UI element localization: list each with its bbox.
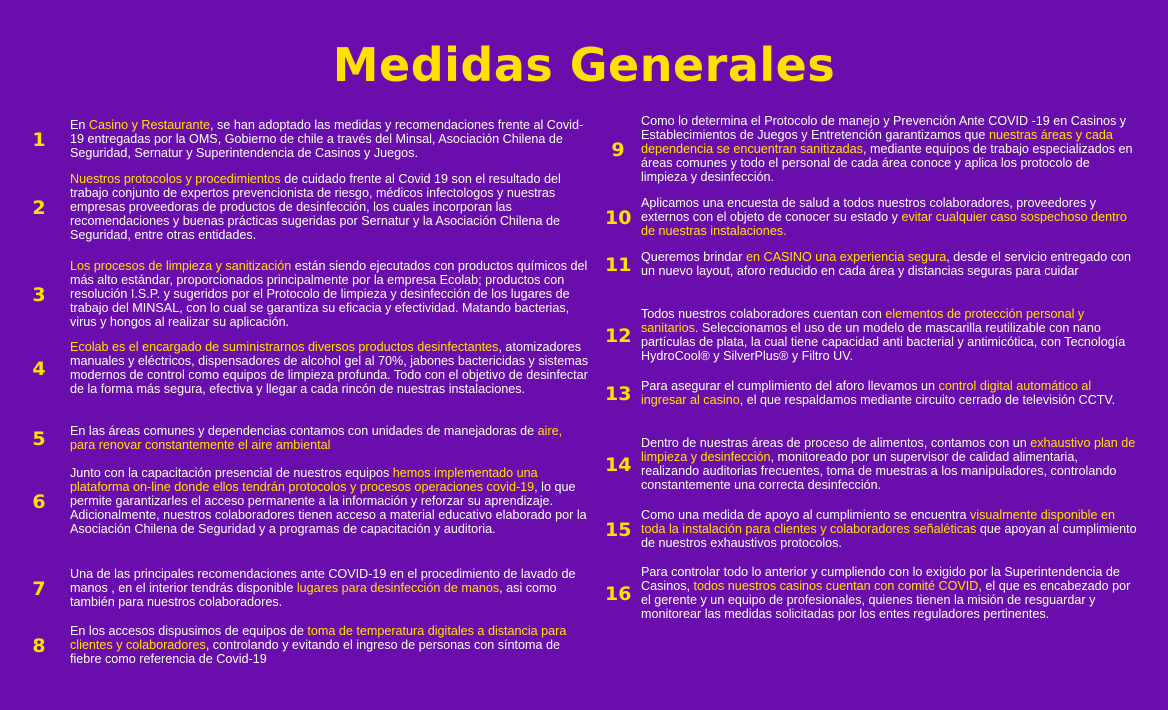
body-text: , monitoreado por un supervisor de calidad alimentaria, realizando auditorias frecuentes, toma de muestras a los manipuladores, controlando constantemente una correcta desinfección.	[641, 449, 1117, 492]
highlight-text: control digital automático al ingresar al casino	[641, 379, 1092, 407]
body-text: Para controlar todo lo anterior y cumpliendo con lo exigido por la Superintendencia de Casinos,	[641, 565, 1120, 593]
measure-number: 6	[32, 490, 46, 513]
body-text: Todos nuestros colaboradores cuentan con	[641, 307, 886, 321]
measure-number: 15	[605, 518, 632, 541]
measure-item-9	[605, 115, 1137, 185]
highlight-text: Ecolab es el encargado de suministrarnos diversos productos desinfectantes	[70, 340, 499, 354]
measure-item-10	[605, 197, 1137, 239]
measure-number: 9	[611, 138, 625, 161]
highlight-text: exhaustivo plan de limpieza y desinfección	[641, 436, 1136, 464]
measure-text	[70, 260, 590, 330]
measure-number: 8	[32, 634, 46, 657]
measure-item-15	[605, 509, 1137, 551]
measure-item-11	[605, 251, 1137, 279]
body-text: , atomizadores manuales y eléctricos, dispensadores de alcohol gel al 70%, jabones bactericidas y sistemas modernos de control como equipos de limpieza profunda. Todo con el objetivo de desinfectar de la forma más segura, efectiva y llegar a cada rincón de nuestras instalaciones.	[70, 340, 589, 396]
body-text: , el que es encabezado por el gerente y un equipo de profesionales, quienes tienen la misión de resguardar y monitorear las medidas solicitadas por los entes reguladores pertinentes.	[641, 578, 1131, 621]
measure-number: 14	[605, 453, 632, 476]
body-text: Para asegurar el cumplimiento del aforo llevamos un	[641, 379, 939, 393]
measure-item-7	[28, 568, 590, 610]
body-text: Una de las principales recomendaciones ante COVID-19 en el procedimiento de lavado de manos , en el interior tendrás disponible	[70, 567, 576, 595]
measure-number: 4	[32, 357, 46, 380]
highlight-text: hemos implementado una plataforma on-line donde ellos tendrán protocolos y procesos operaciones covid-19	[70, 466, 538, 494]
measure-text	[70, 119, 590, 161]
body-text: En los accesos dispusimos de equipos de	[70, 624, 308, 638]
body-text: Dentro de nuestras áreas de proceso de alimentos, contamos con un	[641, 436, 1031, 450]
highlight-text: visualmente disponible en toda la instalación para clientes y colaboradores señaléticas	[641, 508, 1115, 536]
measure-number: 3	[32, 283, 46, 306]
body-text: Junto con la capacitación presencial de nuestros equipos	[70, 466, 393, 480]
body-text: Como una medida de apoyo al cumplimiento se encuentra	[641, 508, 971, 522]
body-text: . Seleccionamos el uso de un modelo de mascarilla reutilizable con nano partículas de plata, la cual tiene capacidad anti bacterial y antimicótica, con Tecnología HydroCool® y SilverPlus® y Filtro UV.	[641, 320, 1126, 363]
measure-text	[70, 425, 590, 453]
highlight-text: todos nuestros casinos cuentan con comité COVID	[693, 578, 979, 593]
measure-text	[641, 197, 1137, 239]
measure-text	[70, 173, 590, 243]
body-text: que apoyan al cumplimiento de nuestros exhaustivos protocolos.	[641, 521, 1137, 550]
measure-item-5	[28, 425, 590, 453]
measure-number: 12	[605, 324, 632, 347]
highlight-text: lugares para desinfección de manos	[296, 580, 500, 595]
measure-number: 2	[32, 196, 46, 219]
measure-number: 10	[605, 206, 632, 229]
highlight-text: Nuestros protocolos y procedimientos	[70, 172, 281, 186]
body-text: , controlando y evitando el ingreso de personas con síntoma de fiebre como referencia de Covid-19	[70, 637, 561, 666]
body-text: , desde el servicio entregado con un nuevo layout, aforo reducido en cada área y distancias seguras para cuidar	[641, 250, 1132, 278]
measure-item-16	[605, 566, 1137, 622]
highlight-text: elementos de protección personal y sanitarios	[641, 307, 1085, 335]
measure-text	[641, 308, 1137, 364]
measure-item-3	[28, 260, 590, 330]
measure-item-14	[605, 437, 1137, 493]
measure-text	[641, 380, 1137, 408]
body-text: , lo que permite garantizarles el acceso permanente a la información y reforzar su aprendizaje. Adicionalmente, nuestros colaboradores tienen acceso a material educativo elaborado por la Asociación Chilena de Seguridad y a programas de capacitación y auditoria.	[70, 479, 587, 536]
body-text: , se han adoptado las medidas y recomendaciones frente al Covid-19 entregadas por la OMS, Gobierno de chile a través del Minsal, Asociación Chilena de Seguridad, Sernatur y Superintendencia de Casinos y Juegos.	[70, 118, 584, 160]
measure-text	[641, 251, 1137, 279]
highlight-text: Casino y Restaurante	[88, 118, 211, 132]
highlight-text: en CASINO una experiencia segura	[746, 250, 947, 264]
highlight-text: toma de temperatura digitales a distancia para clientes y colaboradores	[70, 624, 567, 652]
measure-number: 16	[605, 582, 632, 605]
measure-item-8	[28, 625, 590, 667]
measure-text	[70, 625, 590, 667]
body-text: , el que respaldamos mediante circuito cerrado de televisión CCTV.	[739, 392, 1116, 407]
measure-text	[70, 568, 590, 610]
measure-number: 5	[32, 427, 46, 450]
measure-item-4	[28, 341, 590, 397]
body-text: Como lo determina el Protocolo de manejo y Prevención Ante COVID -19 en Casinos y Establecimientos de Juegos y Entretención garantizamos que	[641, 114, 1127, 142]
measure-number: 7	[32, 577, 46, 600]
highlight-text: nuestras áreas y cada dependencia se encuentran sanitizadas	[641, 127, 1113, 156]
measure-item-13	[605, 380, 1137, 408]
measure-number: 1	[32, 128, 46, 151]
body-text: , asi como también para nuestros colaboradores.	[70, 580, 557, 609]
highlight-text: evitar cualquier caso sospechoso dentro de nuestras instalaciones.	[641, 209, 1127, 238]
body-text: Aplicamos una encuesta de salud a todos nuestros colaboradores, proveedores y externos con el objeto de conocer su estado y	[641, 196, 1097, 224]
body-text: En las áreas comunes y dependencias contamos con unidades de manejadoras de	[70, 424, 538, 438]
measure-text	[641, 566, 1137, 622]
measure-item-12	[605, 308, 1137, 364]
measure-number: 13	[605, 382, 632, 405]
highlight-text: Los procesos de limpieza y sanitización	[70, 259, 292, 273]
measure-text	[70, 341, 590, 397]
measure-item-6	[28, 467, 590, 537]
body-text: En	[70, 118, 89, 132]
page-title: Medidas Generales	[332, 38, 836, 92]
measure-item-1	[28, 119, 590, 161]
measure-text	[70, 467, 590, 537]
body-text: , mediante equipos de trabajo especializados en áreas comunes y todo el personal de cada área conoce y aplica los protocolo de limpieza y desinfección.	[641, 141, 1133, 184]
measure-item-2	[28, 173, 590, 243]
measure-text	[641, 437, 1137, 493]
measure-number: 11	[605, 253, 632, 276]
measure-text	[641, 509, 1137, 551]
body-text: están siendo ejecutados con productos químicos del más alto estándar, proporcionados principalmente por la empresa Ecolab; productos con resolución I.S.P. y sugeridos por el Protocolo de limpieza y desinfección de los lugares de trabajo del MINSAL, con lo cual se garantiza su eficacia y efectividad. Matando bacterias, virus y hongos al realizar su aplicación.	[70, 259, 588, 329]
highlight-text: aire, para renovar constantemente el aire ambiental	[70, 424, 563, 452]
body-text: Queremos brindar	[641, 250, 746, 264]
body-text: de cuidado frente al Covid 19 son el resultado del trabajo conjunto de expertos prevencionista de riesgo, médicos infectologos y nuestras empresas proveedoras de productos de desinfección, los cuales incorporan las recomendaciones y buenas prácticas sugeridas por Sernatur y la Asociación Chilena de Seguridad, entre otras entidades.	[70, 172, 561, 242]
measure-text	[641, 115, 1137, 185]
